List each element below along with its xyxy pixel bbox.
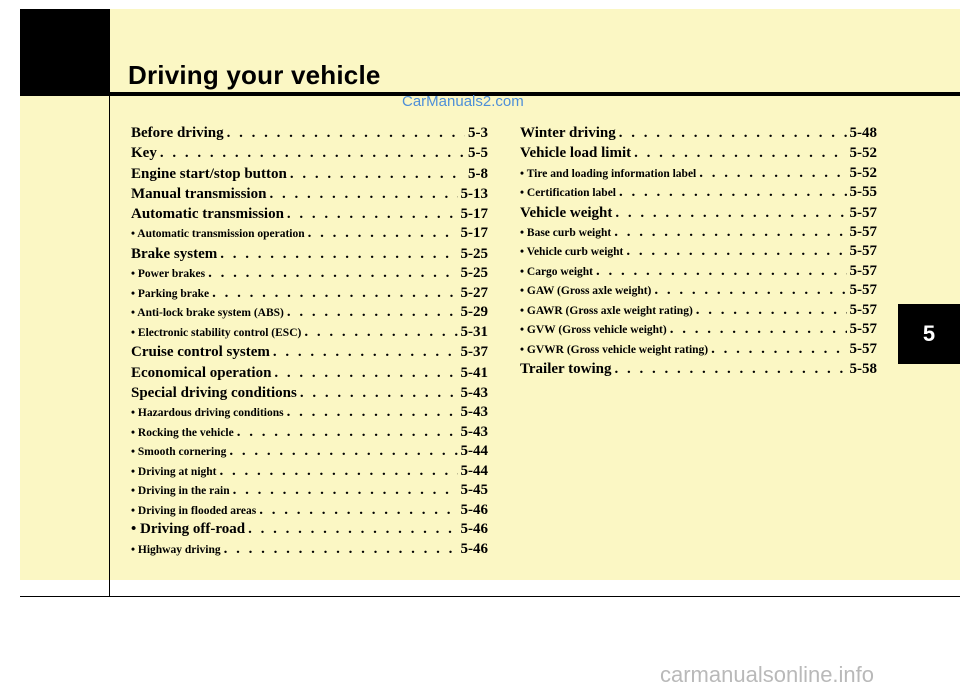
header-black-block bbox=[20, 9, 110, 93]
toc-subentry[interactable] bbox=[131, 323, 488, 343]
toc-subentry[interactable] bbox=[520, 242, 877, 262]
toc-entry[interactable] bbox=[131, 363, 488, 383]
toc-entry-label: • Anti-lock brake system (ABS) bbox=[131, 307, 284, 320]
toc-entry-label: Key bbox=[131, 145, 157, 162]
toc-entry[interactable] bbox=[520, 123, 877, 143]
toc-subentry[interactable] bbox=[131, 481, 488, 501]
toc-entry-page: 5-55 bbox=[849, 184, 877, 201]
toc-entry-page: 5-44 bbox=[460, 443, 488, 460]
toc-subentry[interactable] bbox=[131, 403, 488, 423]
footer-watermark: carmanualsonline.info bbox=[660, 662, 875, 687]
toc-subentry[interactable] bbox=[520, 223, 877, 243]
toc-subentry[interactable] bbox=[131, 224, 488, 244]
toc-entry[interactable] bbox=[520, 143, 877, 163]
toc-entry-label: • Automatic transmission operation bbox=[131, 228, 305, 241]
dot-leader bbox=[619, 123, 847, 143]
dot-leader bbox=[670, 320, 847, 340]
toc-entry-label: • Highway driving bbox=[131, 543, 221, 556]
dot-leader bbox=[287, 303, 458, 323]
toc-entry-page: 5-25 bbox=[460, 245, 488, 262]
toc-entry-label: • GAW (Gross axle weight) bbox=[520, 285, 652, 298]
toc-entry[interactable] bbox=[131, 184, 488, 204]
toc-subentry[interactable] bbox=[131, 520, 488, 540]
toc-entry-page: 5-43 bbox=[460, 384, 488, 401]
toc-entry-label: Vehicle weight bbox=[520, 204, 613, 221]
dot-leader bbox=[626, 242, 846, 262]
toc-entry-label: • Tire and loading information label bbox=[520, 167, 697, 180]
dot-leader bbox=[229, 442, 457, 462]
toc-entry[interactable] bbox=[131, 383, 488, 403]
toc-entry-page: 5-46 bbox=[460, 540, 488, 557]
dot-leader bbox=[615, 359, 847, 379]
dot-leader bbox=[259, 501, 457, 521]
toc-entry-page: 5-57 bbox=[849, 282, 877, 299]
toc-subentry[interactable] bbox=[131, 264, 488, 284]
toc-entry-page: 5-45 bbox=[460, 482, 488, 499]
dot-leader bbox=[233, 481, 458, 501]
toc-subentry[interactable] bbox=[520, 301, 877, 321]
dot-leader bbox=[696, 301, 847, 321]
toc-entry-page: 5-46 bbox=[460, 501, 488, 518]
toc-entry-page: 5-48 bbox=[849, 125, 877, 141]
toc-entry-label: • Driving off-road bbox=[131, 521, 246, 538]
toc-subentry[interactable] bbox=[520, 320, 877, 340]
toc-entry-page: 5-57 bbox=[849, 262, 877, 279]
toc-entry-page: 5-57 bbox=[849, 223, 877, 240]
dot-leader bbox=[596, 262, 846, 282]
chapter-tab[interactable]: 5 bbox=[898, 304, 960, 364]
toc-subentry[interactable] bbox=[520, 183, 877, 203]
dot-leader bbox=[287, 204, 458, 224]
dot-leader bbox=[634, 143, 846, 163]
toc-entry-page: 5-3 bbox=[468, 125, 488, 141]
toc-subentry[interactable] bbox=[131, 303, 488, 323]
toc-entry-page: 5-52 bbox=[849, 145, 877, 162]
dot-leader bbox=[711, 340, 846, 360]
dot-leader bbox=[273, 342, 458, 362]
dot-leader bbox=[614, 223, 846, 243]
toc-entry-page: 5-57 bbox=[849, 340, 877, 357]
dot-leader bbox=[212, 284, 457, 304]
toc-entry-label: • Vehicle curb weight bbox=[520, 246, 624, 259]
toc-entry[interactable] bbox=[520, 203, 877, 223]
toc-entry-label: • GVWR (Gross vehicle weight rating) bbox=[520, 343, 709, 356]
toc-entry[interactable] bbox=[520, 359, 877, 379]
toc-entry-page: 5-27 bbox=[460, 284, 488, 301]
toc-entry-label: • Hazardous driving conditions bbox=[131, 407, 284, 420]
toc-entry-page: 5-52 bbox=[849, 164, 877, 181]
toc-entry-page: 5-46 bbox=[460, 521, 488, 538]
toc-entry-page: 5-17 bbox=[460, 206, 488, 223]
toc-entry-label: Engine start/stop button bbox=[131, 165, 287, 182]
toc-entry-label: • Power brakes bbox=[131, 268, 206, 281]
dot-leader bbox=[224, 540, 458, 560]
toc-entry[interactable] bbox=[131, 204, 488, 224]
bottom-rule bbox=[20, 596, 960, 597]
toc-entry-label: • Driving in the rain bbox=[131, 485, 230, 498]
toc-subentry[interactable] bbox=[131, 442, 488, 462]
toc-right-column bbox=[520, 123, 877, 380]
toc-entry-page: 5-17 bbox=[460, 225, 488, 242]
watermark-text: CarManuals2.com bbox=[402, 93, 524, 110]
toc-subentry[interactable] bbox=[520, 262, 877, 282]
toc-entry-page: 5-31 bbox=[460, 323, 488, 340]
dot-leader bbox=[274, 363, 457, 383]
toc-entry-label: • GAWR (Gross axle weight rating) bbox=[520, 304, 693, 317]
toc-entry-label: Winter driving bbox=[520, 125, 616, 141]
toc-entry-page: 5-57 bbox=[849, 204, 877, 221]
dot-leader bbox=[699, 164, 846, 184]
toc-entry[interactable] bbox=[131, 123, 488, 143]
toc-entry-label: Economical operation bbox=[131, 364, 272, 381]
toc-entry-label: Special driving conditions bbox=[131, 384, 297, 401]
toc-subentry[interactable] bbox=[520, 281, 877, 301]
toc-subentry[interactable] bbox=[131, 423, 488, 443]
dot-leader bbox=[269, 184, 457, 204]
toc-subentry[interactable] bbox=[131, 284, 488, 304]
dot-leader bbox=[160, 143, 465, 163]
dot-leader bbox=[615, 203, 846, 223]
toc-entry-label: • Base curb weight bbox=[520, 226, 612, 239]
toc-entry-label: Trailer towing bbox=[520, 361, 612, 378]
toc-entry-page: 5-44 bbox=[460, 462, 488, 479]
dot-leader bbox=[220, 462, 458, 482]
dot-leader bbox=[654, 281, 846, 301]
toc-entry[interactable] bbox=[131, 143, 488, 163]
dot-leader bbox=[227, 123, 465, 143]
toc-entry-label: • Rocking the vehicle bbox=[131, 426, 234, 439]
toc-entry-label: • Parking brake bbox=[131, 287, 210, 300]
toc-entry-label: • GVW (Gross vehicle weight) bbox=[520, 324, 667, 337]
dot-leader bbox=[304, 323, 457, 343]
toc-entry-page: 5-57 bbox=[849, 243, 877, 260]
dot-leader bbox=[300, 383, 458, 403]
toc-entry-page: 5-57 bbox=[849, 321, 877, 338]
toc-entry-label: • Certification label bbox=[520, 187, 617, 200]
dot-leader bbox=[290, 164, 465, 184]
dot-leader bbox=[237, 423, 458, 443]
dot-leader bbox=[619, 183, 846, 203]
toc-entry[interactable] bbox=[131, 164, 488, 184]
toc-entry-label: • Cargo weight bbox=[520, 265, 594, 278]
toc-entry-page: 5-57 bbox=[849, 301, 877, 318]
toc-entry-page: 5-41 bbox=[460, 364, 488, 381]
toc-left-column bbox=[131, 123, 488, 559]
dot-leader bbox=[287, 403, 458, 423]
toc-entry[interactable] bbox=[131, 244, 488, 264]
dot-leader bbox=[248, 520, 457, 540]
toc-entry-label: Automatic transmission bbox=[131, 206, 284, 223]
toc-entry-page: 5-13 bbox=[460, 185, 488, 202]
toc-entry[interactable] bbox=[131, 342, 488, 362]
toc-entry-page: 5-43 bbox=[460, 423, 488, 440]
toc-subentry[interactable] bbox=[131, 501, 488, 521]
page-title: Driving your vehicle bbox=[128, 60, 381, 90]
toc-entry-label: • Electronic stability control (ESC) bbox=[131, 326, 302, 339]
toc-entry-page: 5-5 bbox=[468, 145, 488, 162]
dot-leader bbox=[208, 264, 457, 284]
toc-subentry[interactable] bbox=[520, 340, 877, 360]
toc-entry-label: Vehicle load limit bbox=[520, 145, 632, 162]
dot-leader bbox=[308, 224, 458, 244]
toc-entry-label: Manual transmission bbox=[131, 185, 267, 202]
toc-entry-page: 5-8 bbox=[468, 165, 488, 182]
margin-line bbox=[109, 93, 110, 597]
toc-entry-page: 5-25 bbox=[460, 265, 488, 282]
toc-subentry[interactable] bbox=[520, 164, 877, 184]
toc-entry-page: 5-43 bbox=[460, 404, 488, 421]
dot-leader bbox=[220, 244, 457, 264]
toc-entry-label: • Smooth cornering bbox=[131, 446, 227, 459]
toc-entry-label: Brake system bbox=[131, 245, 218, 262]
toc-entry-label: • Driving at night bbox=[131, 465, 217, 478]
toc-entry-page: 5-58 bbox=[849, 361, 877, 378]
toc-entry-label: • Driving in flooded areas bbox=[131, 504, 257, 517]
toc-subentry[interactable] bbox=[131, 540, 488, 560]
toc-entry-label: Cruise control system bbox=[131, 344, 270, 361]
toc-entry-page: 5-37 bbox=[460, 344, 488, 361]
toc-subentry[interactable] bbox=[131, 462, 488, 482]
toc-entry-label: Before driving bbox=[131, 125, 224, 141]
toc-entry-page: 5-29 bbox=[460, 304, 488, 321]
